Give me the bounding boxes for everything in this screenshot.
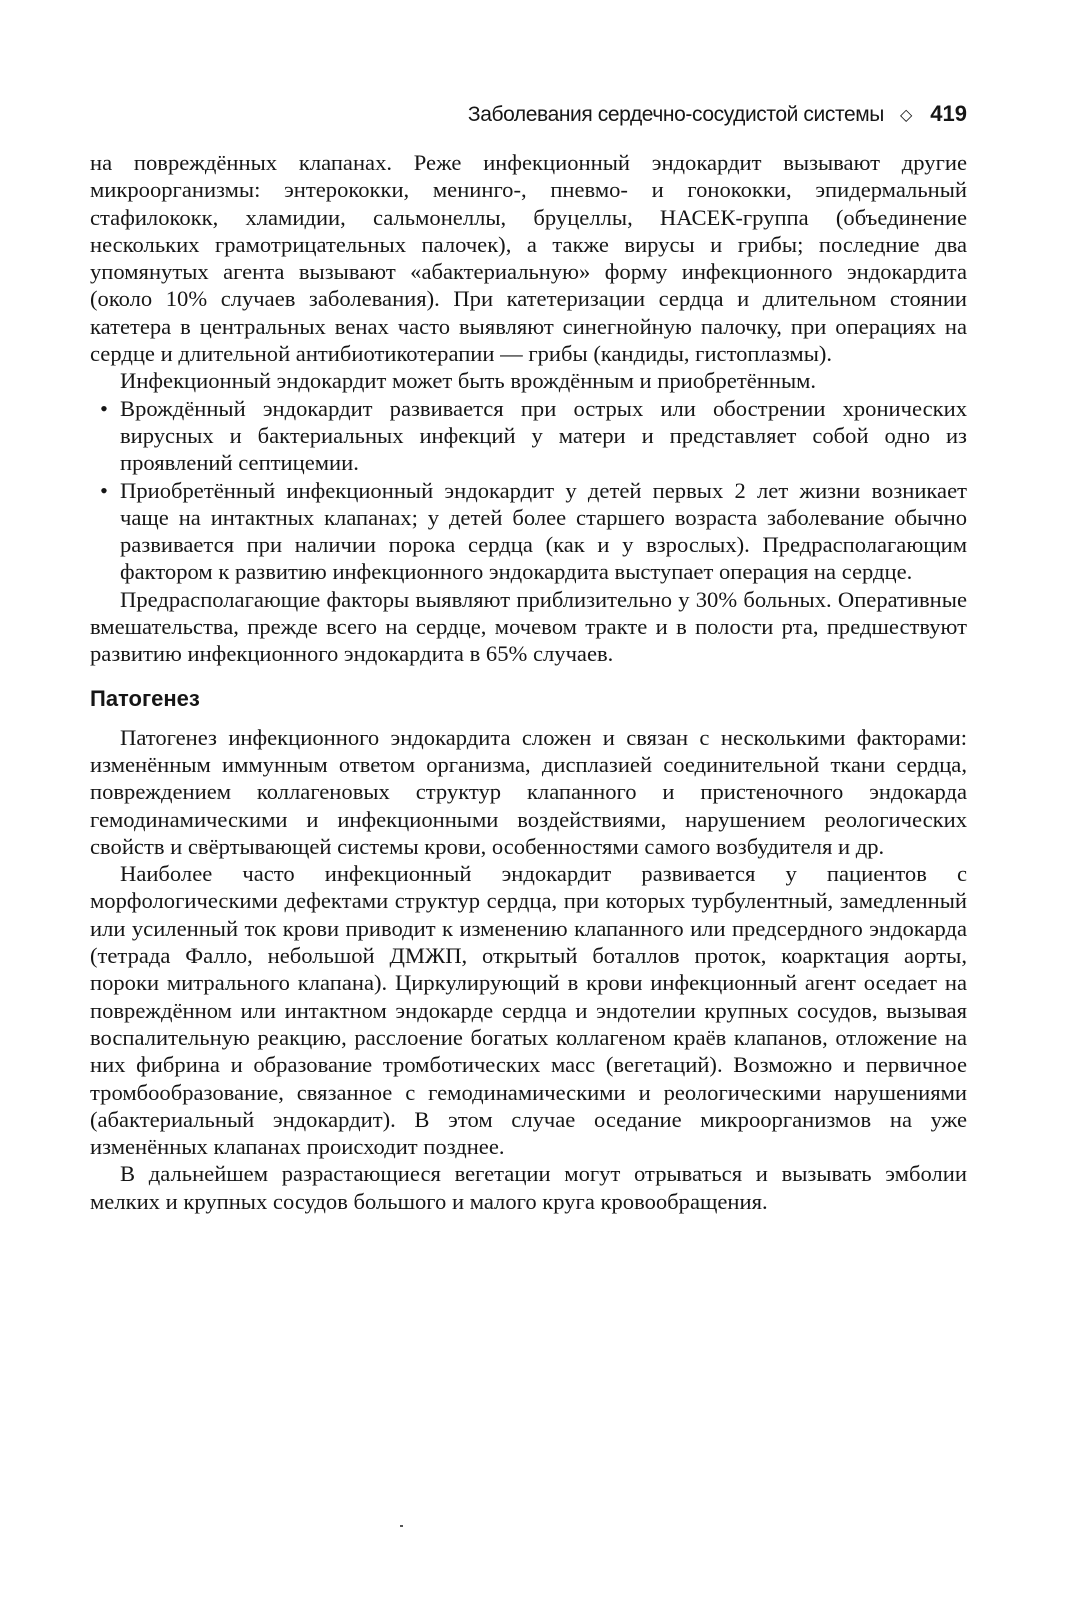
paragraph-vegetations-emboli: В дальнейшем разрастающиеся вегетации могут отрываться и вызывать эмболии мелких и крупных сосудов большого и малого круга кровообращения. — [90, 1161, 967, 1214]
list-item-acquired — [90, 477, 967, 586]
paragraph-pathogenesis-intro: Патогенез инфекционного эндокардита сложен и связан с несколькими факторами: изменённым иммунным ответом организма, дисплазией соединительной ткани сердца, повреждением коллагеновых структур клапанного и пристеночного эндокарда гемодинамическими и инфекционными воздействиями, нарушением реологических свойств и свёртывающей системы крови, особенностями самого возбудителя и др. — [90, 724, 967, 859]
paragraph-pathogenesis-mechanism: Наиболее часто инфекционный эндокардит развивается у пациентов с морфологическими дефектами структур сердца, при которых турбулентный, замедленный или усиленный ток крови приводит к изменению клапанного или предсердного эндокарда (тетрада Фалло, небольшой ДМЖП, открытый боталлов проток, коарктация аорты, пороки митрального клапана). Циркулирующий в крови инфекционный агент оседает на повреждённом или интактном эндокарде сердца и эндотелии крупных сосудов, вызывая воспалительную реакцию, расслоение богатых коллагеном краёв клапанов, отложение на них фибрина и образование тромботических масс (вегетаций). Возможно и первичное тромбообразование, связанное с гемодинамическими и реологическими нарушениями (абактериальный эндокардит). В этом случае оседание микроорганизмов на уже изменённых клапанах происходит позднее. — [90, 861, 967, 1160]
running-header — [90, 99, 967, 131]
list-item-text: Приобретённый инфекционный эндокардит у детей первых 2 лет жизни возникает чаще на интактных клапанах; у детей более старшего возраста заболевание обычно развивается при наличии порока сердца (как и у взрослых). Предрасполагающим фактором к развитию инфекционного эндокардита выступает операция на сердце. — [120, 477, 967, 585]
bullet-icon: • — [100, 477, 108, 503]
bullet-list — [90, 395, 967, 586]
scan-speck — [400, 1525, 403, 1527]
paragraph-continuation: на повреждённых клапанах. Реже инфекционный эндокардит вызывают другие микроорганизмы: энтерококки, менинго-, пневмо- и гонококки, эпидермальный стафилококк, хламидии, сальмонеллы, бруцеллы, НАСЕК-группа (объединение нескольких грамотрицательных палочек), а также вирусы и грибы; последние два упомянутых агента вызывают «абактериальную» форму инфекционного эндокардита (около 10% случаев заболевания). При катетеризации сердца и длительном стоянии катетера в центральных венах часто выявляют синегнойную палочку, при операциях на сердце и длительной антибиотикотерапии — грибы (кандиды, гистоплазмы). — [90, 150, 967, 367]
list-item-text: Врождённый эндокардит развивается при острых или обострении хронических вирусных и бактериальных инфекций у матери и представляет собой одно из проявлений септицемии. — [120, 395, 967, 476]
body-text — [90, 149, 967, 1215]
list-item-congenital — [90, 395, 967, 477]
diamond-separator-icon: ◇ — [899, 107, 913, 124]
running-header-section-title: Заболевания сердечно-сосудистой системы — [467, 103, 884, 126]
paragraph-endocarditis-types: Инфекционный эндокардит может быть врождённым и приобретённым. — [120, 368, 817, 394]
section-heading-pathogenesis: Патогенез — [90, 685, 200, 711]
paragraph-predisposing-factors: Предрасполагающие факторы выявляют приблизительно у 30% больных. Оперативные вмешательства, прежде всего на сердце, мочевом тракте и в полости рта, предшествуют развитию инфекционного эндокардита в 65% случаев. — [90, 586, 967, 667]
page-number: 419 — [930, 101, 967, 126]
bullet-icon: • — [100, 395, 108, 421]
